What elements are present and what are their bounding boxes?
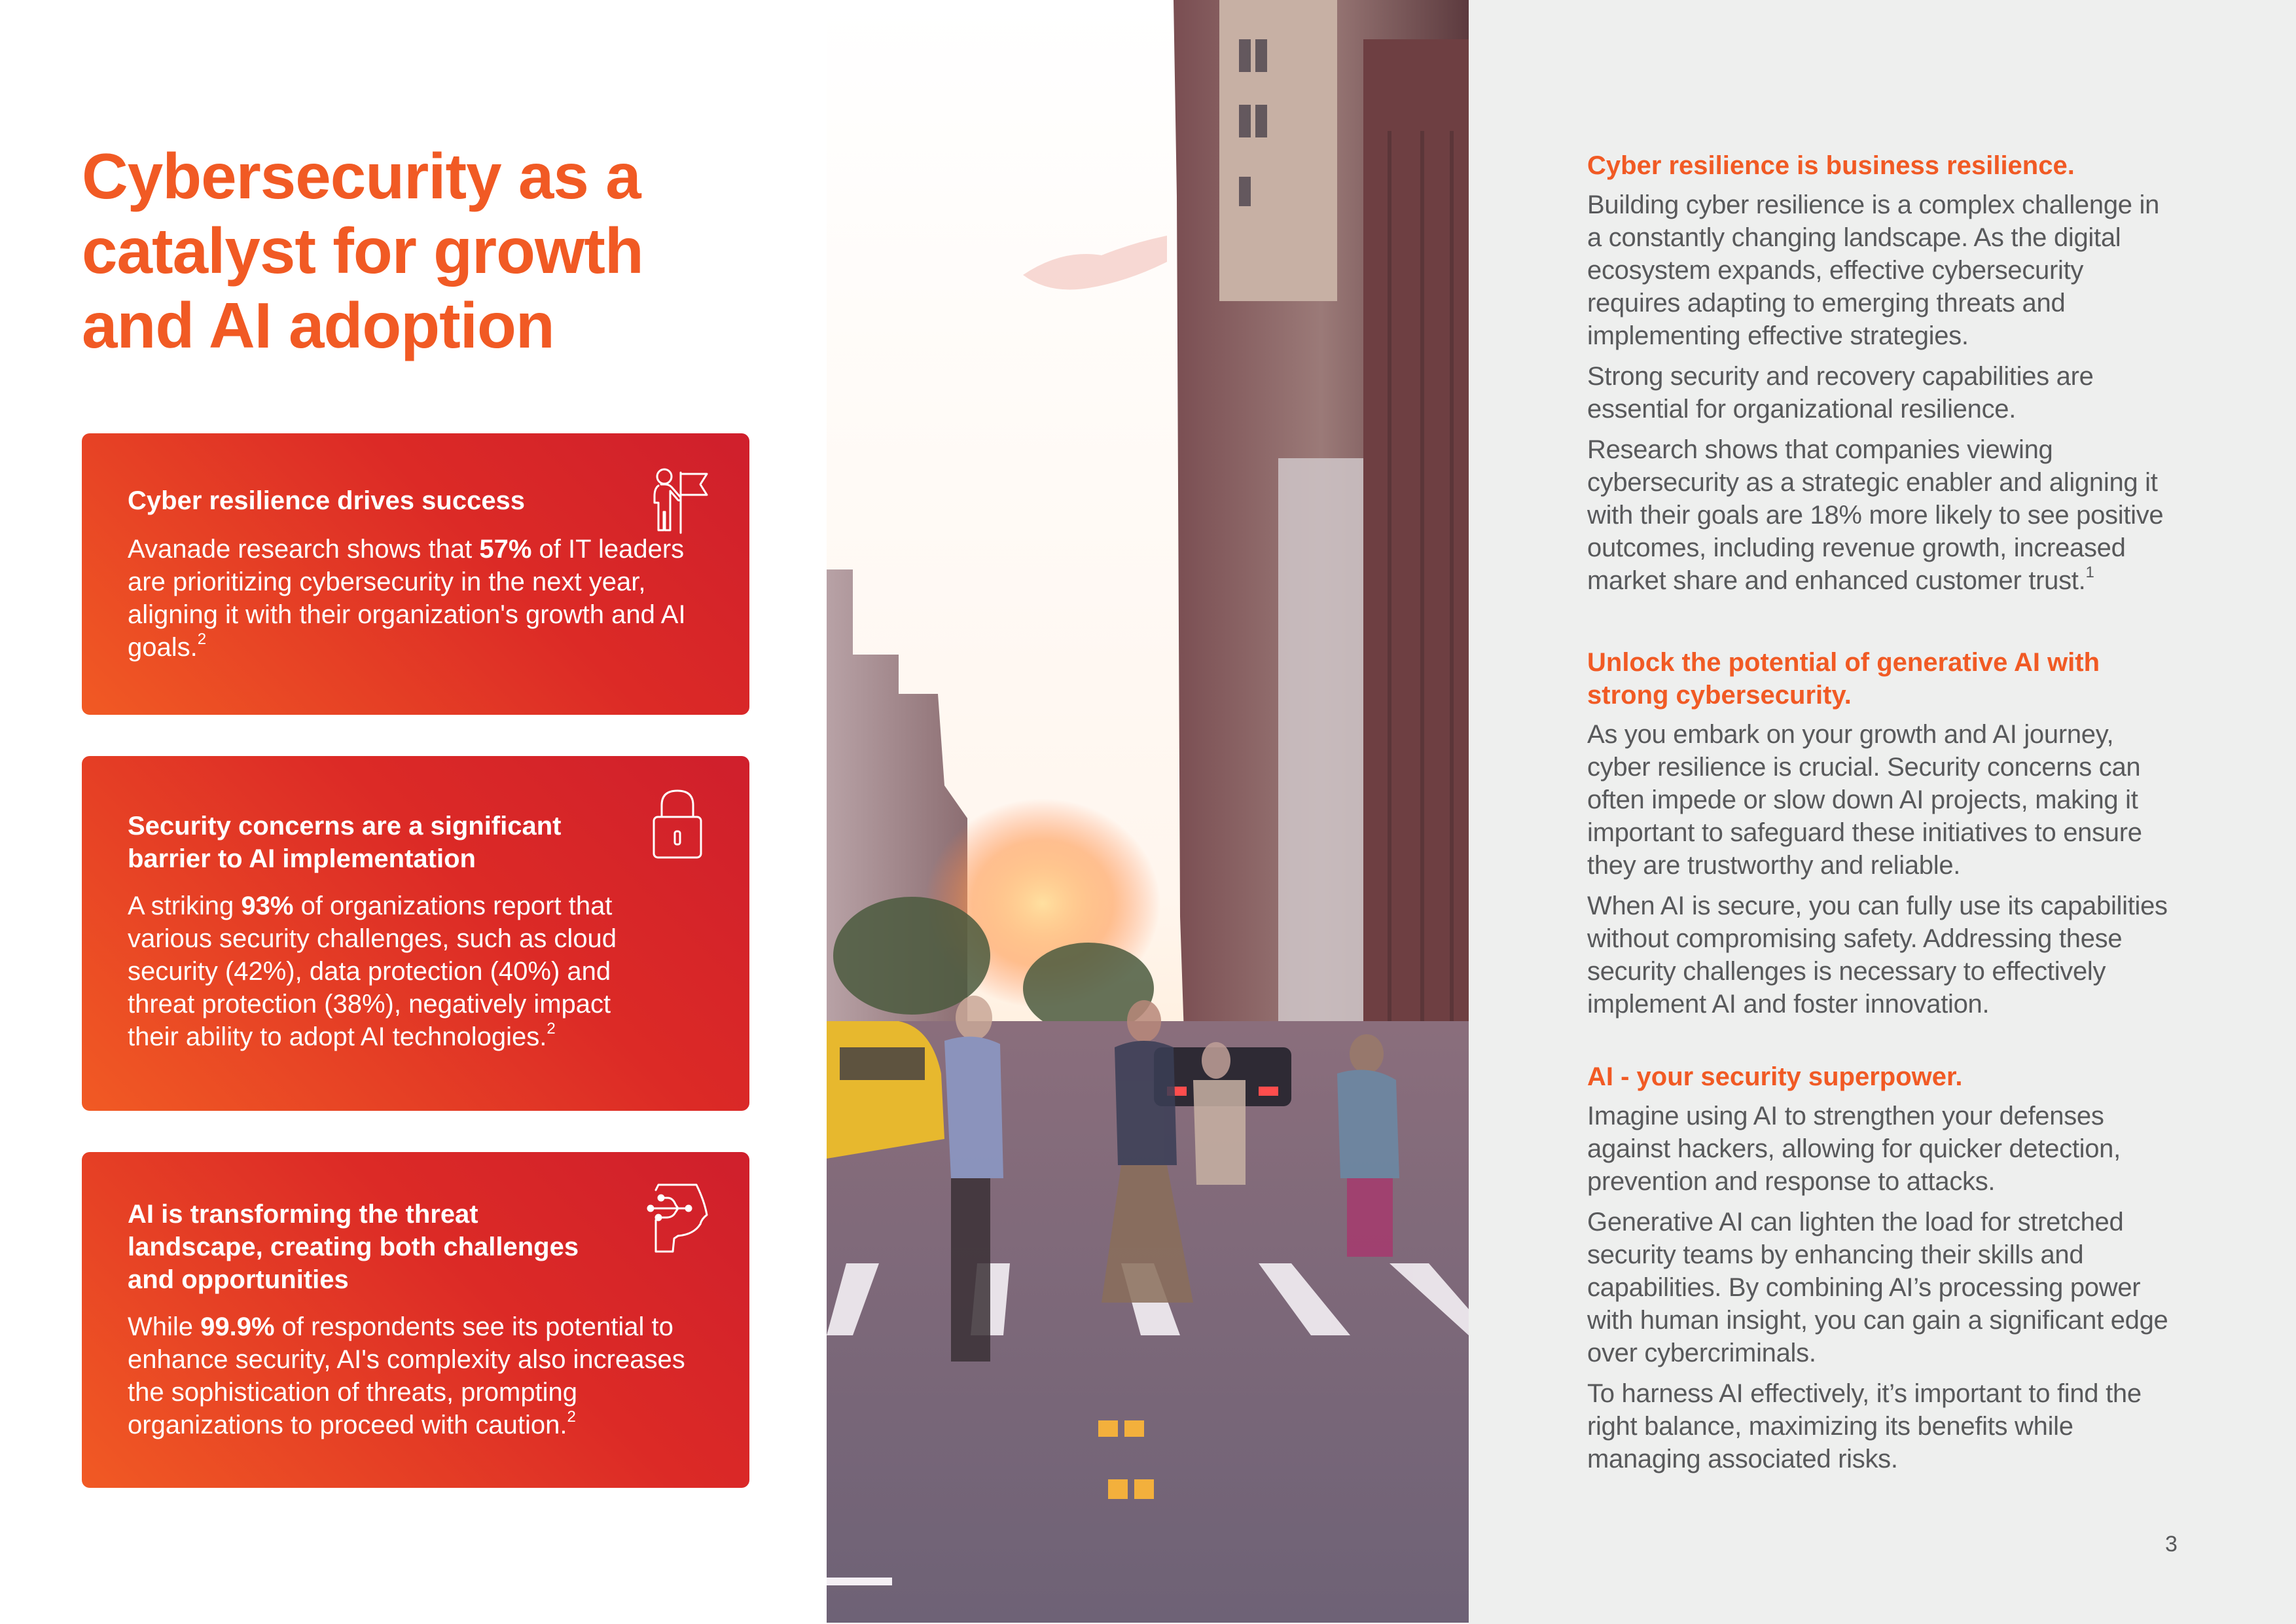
card-body-text: A striking (128, 892, 242, 920)
section-cyber-resilience (1587, 149, 2196, 597)
page-title-line: Cybersecurity as a (82, 140, 641, 212)
page-title-line: and AI adoption (82, 289, 554, 361)
footnote-marker: 2 (197, 630, 207, 648)
section-heading: Unlock the potential of generative AI with strong cybersecurity. (1587, 648, 2100, 710)
card-heading: Cyber resilience drives success (128, 486, 526, 515)
footnote-marker: 2 (547, 1020, 556, 1038)
card-stat: 57% (479, 535, 532, 564)
section-paragraph: As you embark on your growth and AI journey, cyber resilience is crucial. Security concerns can often impede or slow down AI projects, making it important to safeguard these initiatives to ensure they are trustworthy and reliable. (1587, 720, 2142, 880)
card-body (128, 1310, 717, 1441)
section-paragraph: Generative AI can lighten the load for stretched security teams by enhancing their skills and capabilities. By combining AI’s processing power with human insight, you can gain a significant edge over cybercriminals. (1587, 1208, 2168, 1367)
page-title-line: catalyst for growth (82, 215, 643, 287)
section-ai-security-superpower (1587, 1060, 2196, 1475)
section-paragraph (1587, 433, 2179, 597)
card-body (128, 890, 664, 1053)
card-body-text: Avanade research shows that (128, 535, 480, 564)
city-street-photo (827, 0, 1469, 1623)
footnote-marker: 1 (2085, 564, 2094, 581)
section-paragraph: To harness AI effectively, it’s important to find the right balance, maximizing its benefits while managing associated risks. (1587, 1379, 2142, 1473)
card-stat: 99.9% (200, 1312, 275, 1341)
card-stat: 93% (241, 892, 294, 920)
footnote-marker: 2 (567, 1408, 576, 1426)
stat-card-ai-threat-landscape (82, 1152, 749, 1488)
page-title (82, 139, 736, 363)
card-body-text: of respondents see its potential to enhance security, AI's complexity also increases the sophistication of threats, prompting organizations to proceed with caution. (128, 1312, 685, 1439)
card-body-text: of organizations report that various security challenges, such as cloud security (42%), data protection (40%) and threat protection (38%), negatively impact their ability to adopt AI technologies. (128, 892, 617, 1051)
section-heading: Cyber resilience is business resilience. (1587, 151, 2075, 180)
card-body-text: While (128, 1312, 201, 1341)
section-paragraph: When AI is secure, you can fully use its capabilities without compromising safety. Addressing these security challenges is necessary to effectively implement AI and foster innovation. (1587, 892, 2168, 1019)
stat-card-cyber-resilience (82, 433, 749, 715)
card-body-text: of IT leaders are prioritizing cybersecurity in the next year, aligning it with their organization's growth and AI goals. (128, 535, 686, 662)
section-paragraph-text: Research shows that companies viewing cybersecurity as a strategic enabler and aligning it with their goals are 18% more likely to see positive outcomes, including revenue growth, increased market share and enhanced customer trust. (1587, 435, 2164, 595)
card-heading: AI is transforming the threat landscape, creating both challenges and opportunities (128, 1200, 579, 1294)
section-paragraph: Strong security and recovery capabilities are essential for organizational resilience. (1587, 362, 2094, 424)
section-unlock-generative-ai (1587, 646, 2196, 1020)
section-heading: AI - your security superpower. (1587, 1062, 1963, 1091)
page-number: 3 (2165, 1532, 2178, 1557)
section-paragraph: Building cyber resilience is a complex challenge in a constantly changing landscape. As the digital ecosystem expands, effective cybersecurity requires adapting to emerging threats and implementing effective strategies. (1587, 190, 2160, 350)
card-heading: Security concerns are a significant barrier to AI implementation (128, 812, 562, 873)
card-body (128, 533, 710, 664)
city-street-crosswalk-photo (827, 0, 1469, 1623)
stat-card-security-concerns (82, 756, 749, 1111)
section-paragraph: Imagine using AI to strengthen your defenses against hackers, allowing for quicker detection, prevention and response to attacks. (1587, 1102, 2121, 1196)
